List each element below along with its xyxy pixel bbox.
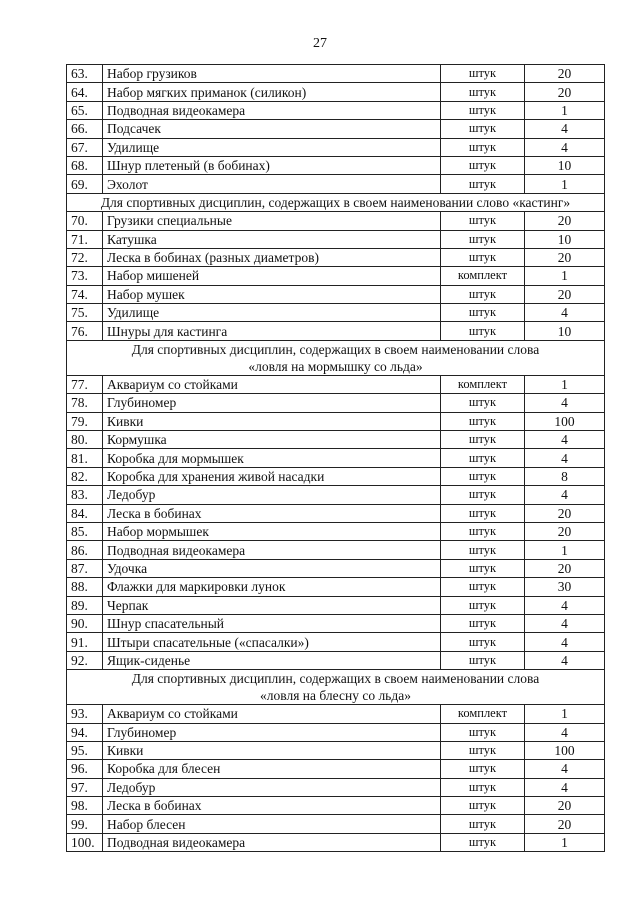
item-unit: штук [441,614,525,632]
item-number: 87. [67,559,103,577]
item-number: 100. [67,833,103,851]
item-unit: штук [441,778,525,796]
item-number: 68. [67,156,103,174]
item-unit: штук [441,248,525,266]
table-row [67,394,605,412]
item-name: Удилище [103,304,441,322]
item-unit: штук [441,212,525,230]
table-row [67,230,605,248]
item-unit: штук [441,230,525,248]
item-name: Глубиномер [103,723,441,741]
table-row [67,559,605,577]
item-number: 73. [67,267,103,285]
item-unit: штук [441,522,525,540]
item-number: 95. [67,741,103,759]
item-name: Коробка для хранения живой насадки [103,467,441,485]
item-quantity: 1 [525,175,605,193]
item-name: Набор мягких приманок (силикон) [103,83,441,101]
section-header-row [67,670,605,705]
item-number: 79. [67,412,103,430]
item-name: Подводная видеокамера [103,833,441,851]
table-row [67,412,605,430]
item-quantity: 1 [525,267,605,285]
item-unit: штук [441,65,525,83]
table-row [67,156,605,174]
table-row [67,833,605,851]
page-number: 27 [313,36,327,51]
item-name: Грузики специальные [103,212,441,230]
item-name: Коробка для блесен [103,760,441,778]
section-header [67,670,605,705]
item-number: 92. [67,651,103,669]
item-quantity: 1 [525,833,605,851]
item-quantity: 20 [525,504,605,522]
item-number: 75. [67,304,103,322]
table-row [67,467,605,485]
item-name: Леска в бобинах (разных диаметров) [103,248,441,266]
item-name: Ящик-сиденье [103,651,441,669]
item-number: 71. [67,230,103,248]
item-number: 69. [67,175,103,193]
item-number: 96. [67,760,103,778]
item-quantity: 4 [525,651,605,669]
table-row [67,705,605,723]
item-number: 97. [67,778,103,796]
item-unit: штук [441,304,525,322]
item-unit: штук [441,394,525,412]
item-quantity: 20 [525,248,605,266]
item-number: 98. [67,797,103,815]
table-row [67,431,605,449]
item-quantity: 20 [525,83,605,101]
item-number: 78. [67,394,103,412]
table-row [67,522,605,540]
table-row [67,65,605,83]
item-number: 88. [67,578,103,596]
table-row [67,596,605,614]
table-row [67,175,605,193]
item-quantity: 1 [525,541,605,559]
table-row [67,541,605,559]
item-unit: штук [441,559,525,577]
item-unit: комплект [441,705,525,723]
item-quantity: 10 [525,322,605,340]
item-number: 70. [67,212,103,230]
item-quantity: 1 [525,101,605,119]
item-number: 85. [67,522,103,540]
item-number: 80. [67,431,103,449]
item-number: 77. [67,375,103,393]
item-name: Флажки для маркировки лунок [103,578,441,596]
item-name: Подводная видеокамера [103,101,441,119]
section-header [67,340,605,375]
item-quantity: 30 [525,578,605,596]
item-unit: штук [441,175,525,193]
table-row [67,248,605,266]
item-quantity: 4 [525,486,605,504]
table-row [67,760,605,778]
item-unit: комплект [441,375,525,393]
item-quantity: 4 [525,138,605,156]
item-quantity: 20 [525,65,605,83]
item-number: 90. [67,614,103,632]
item-unit: штук [441,467,525,485]
item-unit: штук [441,741,525,759]
section-header-line: Для спортивных дисциплин, содержащих в своем наименовании слово «кастинг» [100,194,571,210]
item-quantity: 4 [525,760,605,778]
item-unit: штук [441,723,525,741]
section-header-line: «ловля на блесну со льда» [260,688,411,704]
item-quantity: 8 [525,467,605,485]
item-unit: комплект [441,267,525,285]
item-quantity: 20 [525,559,605,577]
table-row [67,504,605,522]
section-header-row [67,193,605,211]
item-quantity: 4 [525,120,605,138]
item-number: 81. [67,449,103,467]
table-row [67,633,605,651]
item-unit: штук [441,596,525,614]
item-quantity: 100 [525,412,605,430]
item-quantity: 1 [525,705,605,723]
table-row [67,212,605,230]
item-name: Удилище [103,138,441,156]
table-row [67,101,605,119]
item-name: Набор мишеней [103,267,441,285]
item-name: Кивки [103,412,441,430]
section-header-line: Для спортивных дисциплин, содержащих в своем наименовании слова [131,671,540,687]
item-quantity: 20 [525,522,605,540]
section-header [67,193,605,211]
item-unit: штук [441,833,525,851]
item-unit: штук [441,431,525,449]
item-unit: штук [441,322,525,340]
item-name: Эхолот [103,175,441,193]
table-row [67,486,605,504]
item-name: Леска в бобинах [103,504,441,522]
item-quantity: 20 [525,212,605,230]
item-number: 65. [67,101,103,119]
item-quantity: 1 [525,375,605,393]
item-unit: штук [441,486,525,504]
item-quantity: 20 [525,285,605,303]
item-quantity: 10 [525,230,605,248]
item-unit: штук [441,633,525,651]
item-name: Подсачек [103,120,441,138]
item-quantity: 20 [525,797,605,815]
table-row [67,285,605,303]
item-number: 72. [67,248,103,266]
item-name: Набор блесен [103,815,441,833]
item-unit: штук [441,285,525,303]
item-quantity: 4 [525,778,605,796]
item-name: Набор грузиков [103,65,441,83]
table-row [67,797,605,815]
item-number: 89. [67,596,103,614]
item-quantity: 10 [525,156,605,174]
item-number: 66. [67,120,103,138]
item-name: Шнур спасательный [103,614,441,632]
item-number: 94. [67,723,103,741]
item-name: Ледобур [103,778,441,796]
item-name: Катушка [103,230,441,248]
table-row [67,578,605,596]
item-name: Набор мушек [103,285,441,303]
item-unit: штук [441,651,525,669]
item-unit: штук [441,578,525,596]
item-unit: штук [441,797,525,815]
item-number: 64. [67,83,103,101]
table-row [67,322,605,340]
table-row [67,778,605,796]
item-number: 84. [67,504,103,522]
table-row [67,83,605,101]
section-header-row [67,340,605,375]
table-row [67,614,605,632]
item-name: Аквариум со стойками [103,375,441,393]
table-row [67,138,605,156]
item-quantity: 20 [525,815,605,833]
table-row [67,120,605,138]
item-unit: штук [441,120,525,138]
table-row [67,375,605,393]
item-number: 91. [67,633,103,651]
item-name: Аквариум со стойками [103,705,441,723]
item-quantity: 100 [525,741,605,759]
item-number: 99. [67,815,103,833]
item-number: 82. [67,467,103,485]
table-row [67,449,605,467]
item-number: 93. [67,705,103,723]
section-header-line: Для спортивных дисциплин, содержащих в своем наименовании слова [131,341,540,357]
item-name: Леска в бобинах [103,797,441,815]
item-quantity: 4 [525,394,605,412]
item-unit: штук [441,760,525,778]
item-name: Подводная видеокамера [103,541,441,559]
table-row [67,815,605,833]
item-quantity: 4 [525,304,605,322]
item-name: Коробка для мормышек [103,449,441,467]
item-unit: штук [441,449,525,467]
item-number: 83. [67,486,103,504]
item-unit: штук [441,138,525,156]
item-name: Шнуры для кастинга [103,322,441,340]
item-name: Набор мормышек [103,522,441,540]
item-name: Кивки [103,741,441,759]
item-number: 86. [67,541,103,559]
item-number: 74. [67,285,103,303]
equipment-table-body [67,65,605,852]
item-unit: штук [441,156,525,174]
item-name: Глубиномер [103,394,441,412]
item-unit: штук [441,412,525,430]
item-number: 76. [67,322,103,340]
item-quantity: 4 [525,723,605,741]
item-unit: штук [441,541,525,559]
item-name: Кормушка [103,431,441,449]
table-row [67,741,605,759]
equipment-table [66,64,605,852]
item-name: Удочка [103,559,441,577]
table-row [67,304,605,322]
item-number: 63. [67,65,103,83]
item-quantity: 4 [525,431,605,449]
item-name: Черпак [103,596,441,614]
item-quantity: 4 [525,596,605,614]
item-name: Шнур плетеный (в бобинах) [103,156,441,174]
table-row [67,267,605,285]
item-name: Штыри спасательные («спасалки») [103,633,441,651]
item-unit: штук [441,101,525,119]
section-header-line: «ловля на мормышку со льда» [248,358,423,374]
item-quantity: 4 [525,633,605,651]
item-name: Ледобур [103,486,441,504]
item-quantity: 4 [525,614,605,632]
item-unit: штук [441,504,525,522]
item-number: 67. [67,138,103,156]
item-quantity: 4 [525,449,605,467]
item-unit: штук [441,815,525,833]
item-unit: штук [441,83,525,101]
table-row [67,723,605,741]
table-row [67,651,605,669]
